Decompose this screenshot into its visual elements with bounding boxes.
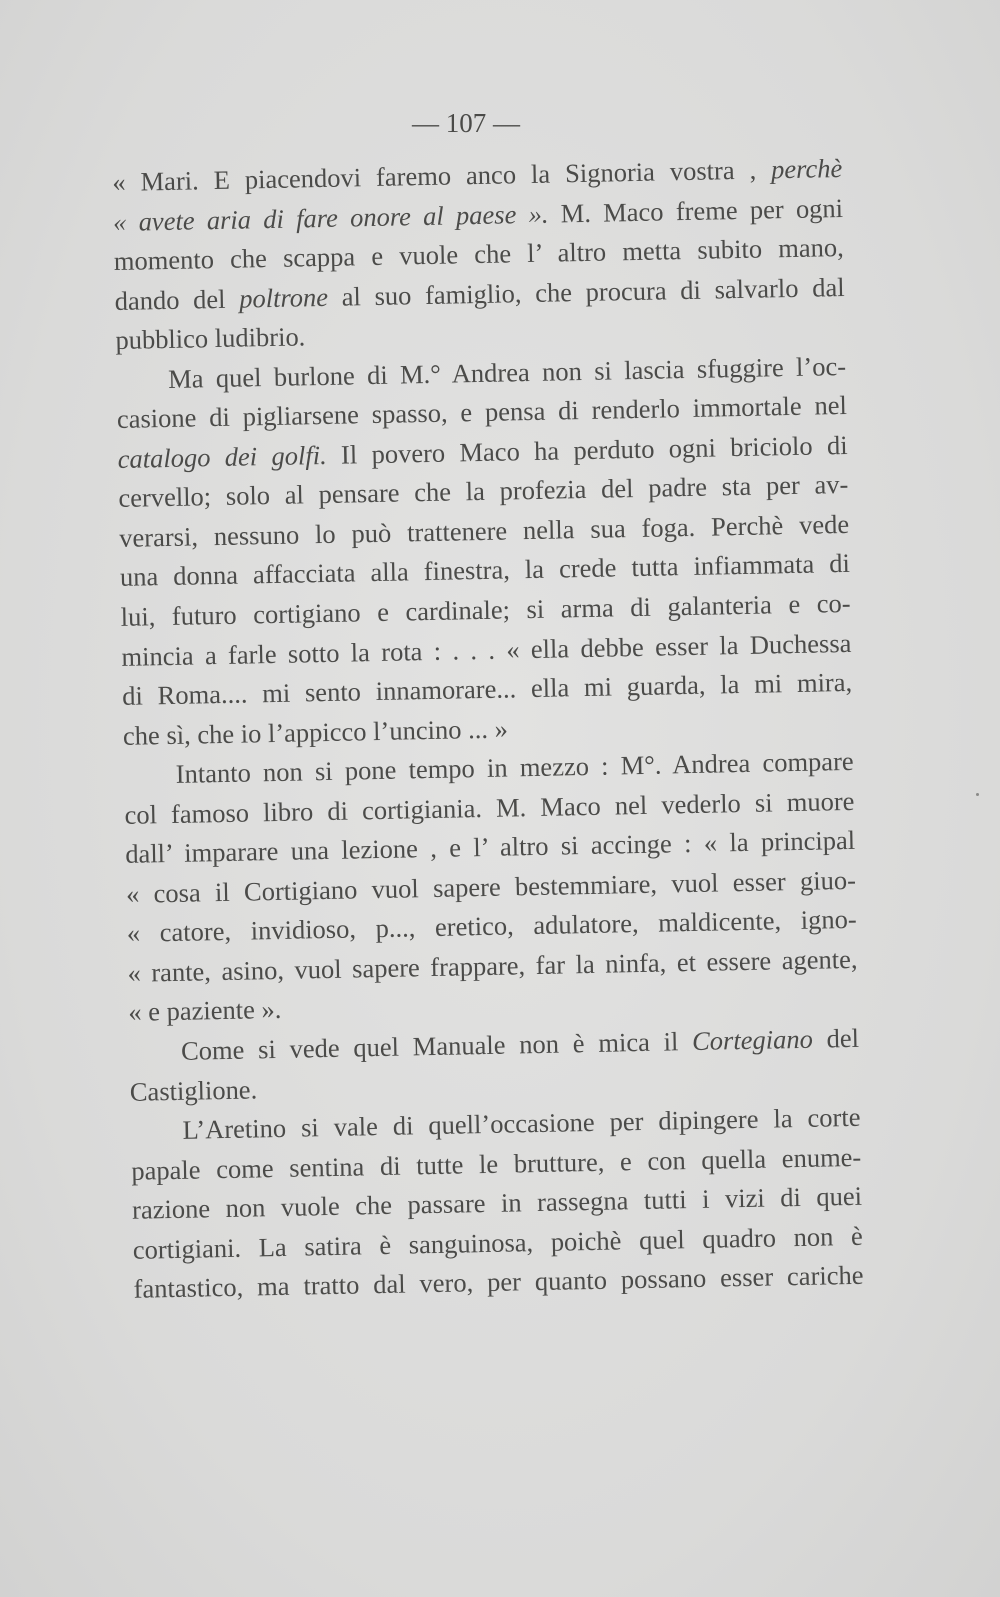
line-italic: « avete aria di fare onore al paese ». <box>112 198 549 237</box>
line-text: « cosa il Cortigiano vuol sapere bestemmiare, vuol esser giuo- <box>125 864 857 909</box>
line-text: di Roma.... mi sento innamorare... ella mi guarda, la mi mira, <box>121 666 853 712</box>
line-text: casione di pigliarsene spasso, e pensa di renderlo immortale nel <box>116 390 848 435</box>
line-italic: catalogo dei golfi. <box>117 439 327 474</box>
line-text: che sì, che io l’appicco l’uncino ... » <box>122 713 509 751</box>
line-text: Ma quel burlone di M.° Andrea non si lascia sfuggire l’oc- <box>167 350 847 394</box>
body-text <box>112 149 864 1310</box>
line-text: cervello; solo al pensare che la profezia del padre sta per av- <box>118 469 849 514</box>
line-italic: Cortegiano <box>691 1023 814 1057</box>
line-text: fantastico, ma tratto dal vero, per quanto possano esser cariche <box>133 1260 864 1305</box>
line-text: L’Aretino si vale di quell’occasione per dipingere la corte <box>182 1101 861 1145</box>
line-text: dall’ imparare una lezione , e l’ altro si accinge : « la principal <box>124 825 856 870</box>
line-text: razione non vuole che passare in rassegna tutti i vizi di quei <box>131 1181 863 1226</box>
page-number: — 107 — <box>412 108 520 138</box>
line-text: lui, futuro cortigiano e cardinale; si arma di galanteria e co- <box>120 587 851 632</box>
line-text: pubblico ludibrio. <box>115 321 306 356</box>
line-text: « catore, invidioso, p..., eretico, adulatore, maldicente, igno- <box>126 904 857 949</box>
line-text: papale come sentina di tutte le brutture, e con quella enume- <box>131 1141 862 1186</box>
line-text: Come si vede quel Manuale non è mica il <box>180 1026 693 1066</box>
line-text: momento che scappa e vuole che l’ altro metta subito mano, <box>113 232 845 277</box>
line-text: mincia a farle sotto la rota : . . . « ella debbe esser la Duchessa <box>121 627 852 672</box>
paper-speck <box>976 793 979 796</box>
line-text: una donna affacciata alla finestra, la crede tutta infiammata di <box>119 548 851 593</box>
line-text: M. Maco freme per ogni <box>548 192 844 229</box>
line-text: col famoso libro di cortigiania. M. Maco nel vederlo si muore <box>124 785 855 830</box>
line-text: « Mari. E piacendovi faremo anco la Signoria vostra , <box>112 154 772 197</box>
line-text: dando del <box>114 283 240 316</box>
line-text: verarsi, nessuno lo può trattenere nella sua foga. Perchè vede <box>118 508 850 553</box>
line-text: « rante, asino, vuol sapere frappare, far la ninfa, et essere agente, <box>127 943 858 988</box>
line-italic: poltrone <box>238 281 329 314</box>
line-text: al suo famiglio, che procura di salvarlo dal <box>327 271 845 312</box>
line-italic: perchè <box>770 152 843 185</box>
line-text: Il povero Maco ha perduto ogni briciolo di <box>326 429 848 470</box>
line-text: cortigiani. La satira è sanguinosa, poichè quel quadro non è <box>132 1220 864 1265</box>
line-text: Intanto non si pone tempo in mezzo : M°. Andrea compare <box>175 746 854 790</box>
line-text: del <box>812 1022 860 1054</box>
line-text: Castiglione. <box>129 1073 258 1107</box>
line-text: « e paziente ». <box>128 994 282 1028</box>
